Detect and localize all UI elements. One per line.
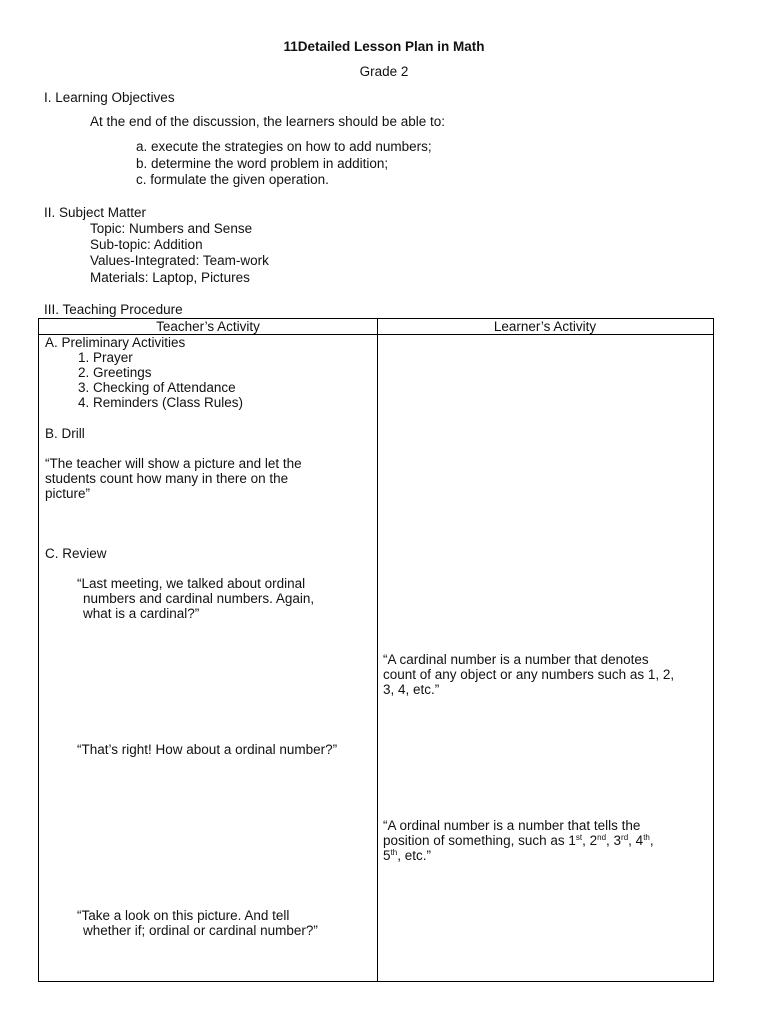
objectives-heading: I. Learning Objectives bbox=[44, 90, 175, 105]
subject-matter-line: Materials: Laptop, Pictures bbox=[90, 270, 250, 285]
teacher-column-header: Teacher’s Activity bbox=[156, 319, 260, 334]
teacher-question: whether if; ordinal or cardinal number?” bbox=[83, 923, 318, 938]
objectives-intro: At the end of the discussion, the learners should be able to: bbox=[90, 114, 445, 129]
learner-answer: “A ordinal number is a number that tells the bbox=[383, 818, 641, 833]
learner-answer: 3, 4, etc.” bbox=[383, 682, 440, 697]
objective-item: a. execute the strategies on how to add numbers; bbox=[136, 139, 432, 154]
learner-answer-line: position of something, such as 1st, 2nd, 3rd, 4th, bbox=[383, 833, 654, 848]
learner-answer: count of any object or any numbers such as 1, 2, bbox=[383, 667, 675, 682]
column-divider bbox=[377, 319, 378, 981]
learner-answer-line: 5th, etc.” bbox=[383, 848, 431, 863]
drill-line: picture” bbox=[45, 486, 91, 501]
subject-matter-line: Sub-topic: Addition bbox=[90, 237, 203, 252]
learner-answer: “A cardinal number is a number that denotes bbox=[383, 652, 649, 667]
teacher-question: what is a cardinal?” bbox=[83, 606, 200, 621]
grade-level: Grade 2 bbox=[359, 64, 409, 79]
procedure-heading: III. Teaching Procedure bbox=[44, 302, 183, 317]
teacher-question: “Last meeting, we talked about ordinal bbox=[77, 576, 306, 591]
preliminary-item: 1. Prayer bbox=[78, 350, 133, 365]
procedure-table bbox=[38, 318, 714, 982]
subject-matter-heading: II. Subject Matter bbox=[44, 205, 147, 220]
teacher-question: “Take a look on this picture. And tell bbox=[77, 908, 290, 923]
drill-line: “The teacher will show a picture and let the bbox=[45, 456, 302, 471]
preliminary-item: 2. Greetings bbox=[78, 365, 152, 380]
preliminary-item: 3. Checking of Attendance bbox=[78, 380, 236, 395]
teacher-question: “That’s right! How about a ordinal number?” bbox=[77, 742, 338, 757]
preliminary-item: 4. Reminders (Class Rules) bbox=[78, 395, 244, 410]
objective-item: c. formulate the given operation. bbox=[136, 172, 329, 187]
preliminary-heading: A. Preliminary Activities bbox=[45, 335, 186, 350]
subject-matter-line: Values-Integrated: Team-work bbox=[90, 253, 269, 268]
review-heading: C. Review bbox=[45, 546, 107, 561]
learner-column-header: Learner’s Activity bbox=[493, 319, 597, 334]
teacher-question: numbers and cardinal numbers. Again, bbox=[83, 591, 315, 606]
drill-heading: B. Drill bbox=[45, 426, 85, 441]
document-title: 11Detailed Lesson Plan in Math bbox=[283, 39, 485, 54]
drill-line: students count how many in there on the bbox=[45, 471, 289, 486]
objective-item: b. determine the word problem in addition; bbox=[136, 156, 389, 171]
subject-matter-line: Topic: Numbers and Sense bbox=[90, 221, 253, 236]
